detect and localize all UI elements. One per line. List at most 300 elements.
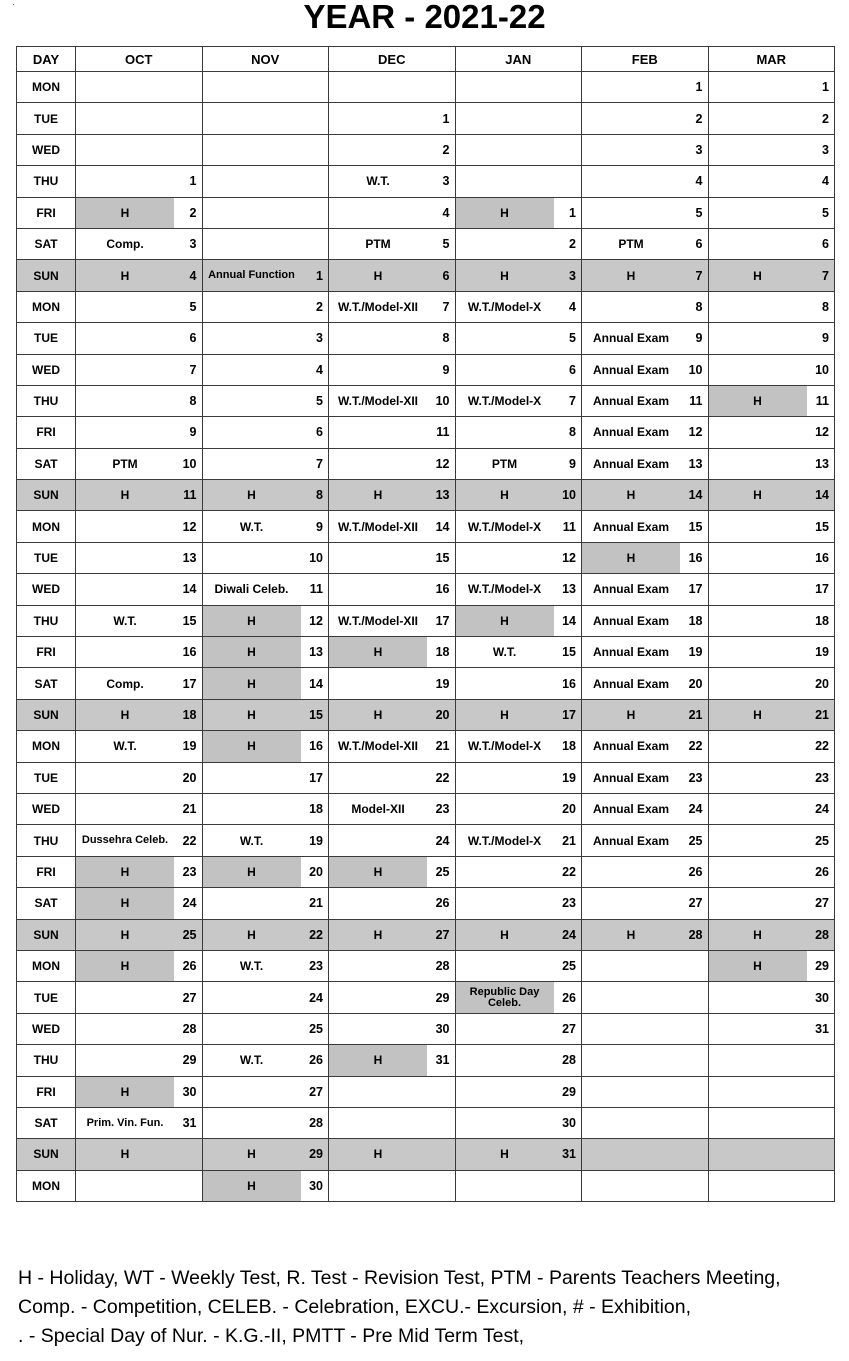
date-cell bbox=[76, 134, 203, 165]
date-number: 26 bbox=[182, 959, 197, 974]
date-number: 11 bbox=[815, 394, 829, 409]
date-number: 23 bbox=[309, 959, 323, 974]
date-cell bbox=[202, 605, 329, 636]
date-number: 6 bbox=[189, 331, 197, 346]
date-cell bbox=[329, 1139, 456, 1170]
date-number: 11 bbox=[309, 582, 323, 597]
date-number: 24 bbox=[815, 802, 829, 817]
event-label: Annual Exam bbox=[592, 645, 670, 660]
date-cell bbox=[708, 1107, 835, 1138]
date-number: 9 bbox=[695, 331, 703, 346]
date-cell bbox=[329, 888, 456, 919]
event-label bbox=[582, 951, 680, 981]
event-label: Annual Exam bbox=[592, 739, 670, 754]
event-label bbox=[709, 763, 807, 793]
event-label bbox=[582, 1139, 680, 1169]
date-cell bbox=[708, 134, 835, 165]
date-number: 14 bbox=[688, 488, 703, 503]
date-number: 25 bbox=[688, 833, 703, 848]
date-number: 17 bbox=[562, 708, 576, 722]
event-label bbox=[329, 103, 427, 133]
holiday-marker: H bbox=[76, 888, 174, 918]
date-number: 17 bbox=[815, 582, 829, 597]
event-label bbox=[203, 763, 301, 793]
event-label bbox=[709, 1139, 807, 1169]
holiday-marker: H bbox=[626, 268, 636, 283]
date-number: 18 bbox=[562, 739, 576, 754]
date-cell bbox=[582, 166, 709, 197]
date-number: 4 bbox=[189, 268, 197, 283]
date-number: 10 bbox=[815, 362, 829, 377]
date-number bbox=[174, 103, 202, 133]
date-cell bbox=[329, 480, 456, 511]
day-label: THU bbox=[17, 1045, 76, 1076]
header-month: DEC bbox=[329, 47, 456, 72]
date-cell bbox=[76, 260, 203, 291]
holiday-marker: H bbox=[120, 708, 130, 722]
event-label bbox=[709, 857, 807, 887]
date-cell bbox=[329, 793, 456, 824]
calendar-row bbox=[17, 72, 835, 103]
date-cell bbox=[708, 1139, 835, 1170]
date-number bbox=[301, 135, 329, 165]
calendar-row bbox=[17, 417, 835, 448]
event-label: W.T. bbox=[366, 174, 390, 189]
corner-mark: · bbox=[12, 0, 15, 9]
date-cell bbox=[202, 699, 329, 730]
date-number: 16 bbox=[562, 676, 576, 691]
event-label: Annual Exam bbox=[592, 456, 670, 471]
header-month: NOV bbox=[202, 47, 329, 72]
date-cell bbox=[455, 542, 582, 573]
date-number: 20 bbox=[182, 770, 197, 785]
date-number: 27 bbox=[182, 990, 197, 1005]
date-cell bbox=[76, 793, 203, 824]
event-label bbox=[582, 135, 680, 165]
event-label bbox=[456, 794, 554, 824]
event-label bbox=[329, 574, 427, 604]
date-cell bbox=[76, 856, 203, 887]
date-cell bbox=[76, 511, 203, 542]
date-cell bbox=[582, 637, 709, 668]
date-cell bbox=[202, 950, 329, 981]
event-label bbox=[582, 1077, 680, 1107]
event-label bbox=[456, 543, 554, 573]
date-number: 2 bbox=[316, 299, 323, 314]
date-cell bbox=[582, 1045, 709, 1076]
date-number: 28 bbox=[309, 1116, 323, 1131]
event-label bbox=[709, 1108, 807, 1138]
event-label bbox=[203, 417, 301, 447]
date-number bbox=[301, 229, 329, 259]
date-number: 29 bbox=[815, 959, 829, 974]
date-cell bbox=[329, 72, 456, 103]
date-number: 30 bbox=[182, 1084, 197, 1099]
date-number: 24 bbox=[182, 896, 197, 911]
day-label: THU bbox=[17, 385, 76, 416]
date-number bbox=[301, 103, 329, 133]
date-cell bbox=[582, 385, 709, 416]
day-label: THU bbox=[17, 825, 76, 856]
date-cell bbox=[202, 166, 329, 197]
event-label: Annual Exam bbox=[592, 331, 670, 346]
date-cell bbox=[455, 291, 582, 322]
date-number: 10 bbox=[688, 362, 703, 377]
event-label bbox=[76, 763, 174, 793]
day-label: WED bbox=[17, 1013, 76, 1044]
date-cell bbox=[329, 134, 456, 165]
date-cell bbox=[455, 668, 582, 699]
event-label: Comp. bbox=[106, 237, 144, 252]
header-month: JAN bbox=[455, 47, 582, 72]
date-number: 4 bbox=[316, 362, 323, 377]
date-number: 30 bbox=[435, 1021, 450, 1036]
date-cell bbox=[455, 1045, 582, 1076]
date-cell bbox=[329, 950, 456, 981]
date-cell bbox=[202, 417, 329, 448]
event-label: W.T./Model-X bbox=[467, 299, 542, 314]
date-number bbox=[554, 166, 582, 196]
calendar-row bbox=[17, 1045, 835, 1076]
date-cell bbox=[708, 103, 835, 134]
date-number: 31 bbox=[815, 1021, 829, 1036]
date-number: 18 bbox=[688, 613, 703, 628]
date-number: 7 bbox=[442, 299, 450, 314]
event-label bbox=[456, 763, 554, 793]
date-cell bbox=[582, 1139, 709, 1170]
date-cell bbox=[708, 825, 835, 856]
date-cell bbox=[582, 856, 709, 887]
event-label bbox=[203, 888, 301, 918]
date-number: 16 bbox=[182, 645, 197, 660]
holiday-marker: H bbox=[120, 1147, 130, 1162]
event-label bbox=[203, 1014, 301, 1044]
date-number: 18 bbox=[815, 613, 829, 628]
date-number: 24 bbox=[562, 927, 576, 942]
header-row bbox=[17, 47, 835, 72]
date-cell bbox=[455, 793, 582, 824]
event-label bbox=[203, 1077, 301, 1107]
date-cell bbox=[455, 72, 582, 103]
date-number bbox=[554, 103, 582, 133]
date-number: 12 bbox=[688, 425, 703, 440]
date-number: 21 bbox=[309, 896, 323, 911]
date-number: 21 bbox=[562, 833, 576, 848]
date-cell bbox=[76, 731, 203, 762]
date-cell bbox=[76, 354, 203, 385]
calendar-row bbox=[17, 385, 835, 416]
event-label bbox=[709, 1045, 807, 1075]
event-label bbox=[456, 1171, 554, 1201]
date-number: 30 bbox=[815, 990, 829, 1005]
day-label: SUN bbox=[17, 260, 76, 291]
date-cell bbox=[329, 511, 456, 542]
event-label: Annual Exam bbox=[592, 613, 670, 628]
date-cell bbox=[329, 323, 456, 354]
event-label bbox=[456, 229, 554, 259]
event-label: Annual Exam bbox=[592, 676, 670, 691]
day-label: FRI bbox=[17, 417, 76, 448]
day-label: SAT bbox=[17, 228, 76, 259]
event-label: W.T. bbox=[239, 1053, 264, 1068]
date-cell bbox=[455, 699, 582, 730]
date-number: 1 bbox=[695, 80, 703, 95]
date-cell bbox=[582, 511, 709, 542]
event-label bbox=[582, 72, 680, 102]
date-number: 8 bbox=[569, 425, 576, 440]
holiday-marker: H bbox=[582, 543, 680, 573]
date-number bbox=[554, 1171, 582, 1201]
event-label bbox=[456, 417, 554, 447]
event-label: W.T. bbox=[239, 519, 264, 534]
date-number: 3 bbox=[822, 142, 829, 157]
date-cell bbox=[202, 354, 329, 385]
date-cell bbox=[455, 731, 582, 762]
calendar-row bbox=[17, 291, 835, 322]
event-label bbox=[709, 1077, 807, 1107]
date-number: 16 bbox=[435, 582, 450, 597]
date-number: 15 bbox=[182, 613, 197, 628]
date-cell bbox=[76, 1045, 203, 1076]
date-number: 27 bbox=[815, 896, 829, 911]
legend-line: . - Special Day of Nur. - K.G.-II, PMTT - Pre Mid Term Test, bbox=[18, 1325, 525, 1347]
date-number: 1 bbox=[442, 111, 450, 126]
date-number bbox=[807, 1139, 835, 1169]
date-cell bbox=[329, 1045, 456, 1076]
date-number: 22 bbox=[182, 833, 197, 848]
date-number: 11 bbox=[562, 519, 576, 534]
event-label bbox=[709, 135, 807, 165]
date-number: 9 bbox=[316, 519, 323, 534]
day-label: SAT bbox=[17, 888, 76, 919]
date-number: 16 bbox=[688, 551, 703, 566]
date-cell bbox=[329, 574, 456, 605]
date-cell bbox=[76, 1170, 203, 1201]
event-label bbox=[329, 355, 427, 385]
event-label bbox=[582, 103, 680, 133]
date-cell bbox=[455, 574, 582, 605]
calendar-row bbox=[17, 228, 835, 259]
date-number: 7 bbox=[822, 268, 829, 283]
calendar-row bbox=[17, 762, 835, 793]
date-cell bbox=[329, 1013, 456, 1044]
event-label: Diwali Celeb. bbox=[214, 582, 289, 597]
date-cell bbox=[582, 323, 709, 354]
event-label bbox=[709, 606, 807, 636]
date-number: 12 bbox=[309, 613, 323, 628]
date-cell bbox=[708, 448, 835, 479]
date-cell bbox=[708, 228, 835, 259]
event-label bbox=[76, 323, 174, 353]
date-number: 4 bbox=[569, 299, 576, 314]
date-cell bbox=[76, 1013, 203, 1044]
header-month: OCT bbox=[76, 47, 203, 72]
date-number: 2 bbox=[442, 142, 450, 157]
date-cell bbox=[708, 605, 835, 636]
calendar-row bbox=[17, 668, 835, 699]
date-number: 17 bbox=[309, 770, 323, 785]
date-number: 3 bbox=[569, 268, 576, 283]
day-label: SAT bbox=[17, 448, 76, 479]
day-label: TUE bbox=[17, 982, 76, 1013]
date-number: 26 bbox=[688, 864, 703, 879]
event-label bbox=[709, 1171, 807, 1201]
event-label bbox=[203, 229, 301, 259]
calendar-row bbox=[17, 574, 835, 605]
event-label bbox=[329, 1108, 427, 1138]
date-number: 26 bbox=[562, 990, 576, 1005]
date-number: 15 bbox=[562, 645, 576, 660]
date-number bbox=[680, 1108, 708, 1138]
date-cell bbox=[329, 291, 456, 322]
date-number: 25 bbox=[562, 959, 576, 974]
date-cell bbox=[202, 731, 329, 762]
date-cell bbox=[455, 919, 582, 950]
calendar-row bbox=[17, 1107, 835, 1138]
calendar-table bbox=[16, 46, 835, 1202]
date-cell bbox=[202, 793, 329, 824]
date-number: 9 bbox=[189, 425, 197, 440]
date-number: 29 bbox=[182, 1053, 197, 1068]
event-label bbox=[709, 72, 807, 102]
date-number: 5 bbox=[695, 205, 703, 220]
calendar-row bbox=[17, 856, 835, 887]
date-number: 13 bbox=[562, 582, 576, 597]
date-cell bbox=[329, 385, 456, 416]
holiday-marker: H bbox=[76, 951, 174, 981]
date-cell bbox=[582, 228, 709, 259]
date-cell bbox=[329, 856, 456, 887]
date-cell bbox=[202, 134, 329, 165]
event-label: W.T. bbox=[113, 739, 137, 754]
date-number bbox=[174, 135, 202, 165]
event-label bbox=[709, 668, 807, 698]
date-cell bbox=[708, 291, 835, 322]
event-label bbox=[329, 1171, 427, 1201]
event-label bbox=[76, 511, 174, 541]
day-label: WED bbox=[17, 793, 76, 824]
day-label: MON bbox=[17, 511, 76, 542]
date-cell bbox=[708, 574, 835, 605]
event-label: Dussehra Celeb. bbox=[81, 834, 169, 847]
event-label bbox=[582, 166, 680, 196]
event-label bbox=[203, 386, 301, 416]
date-number bbox=[427, 1077, 455, 1107]
date-cell bbox=[708, 197, 835, 228]
event-label bbox=[76, 417, 174, 447]
date-number: 25 bbox=[309, 1021, 323, 1036]
event-label: W.T./Model-XII bbox=[338, 519, 418, 534]
day-label: MON bbox=[17, 731, 76, 762]
event-label bbox=[709, 731, 807, 761]
event-label bbox=[203, 135, 301, 165]
calendar-row bbox=[17, 323, 835, 354]
date-number bbox=[301, 72, 329, 102]
holiday-marker: H bbox=[709, 386, 807, 416]
event-label: Annual Exam bbox=[592, 362, 670, 377]
date-cell bbox=[76, 1076, 203, 1107]
event-label bbox=[709, 292, 807, 322]
date-cell bbox=[329, 166, 456, 197]
event-label: PTM bbox=[618, 237, 644, 252]
event-label bbox=[76, 574, 174, 604]
event-label bbox=[203, 323, 301, 353]
date-number: 5 bbox=[822, 205, 829, 220]
calendar-row bbox=[17, 1013, 835, 1044]
date-number: 15 bbox=[435, 551, 450, 566]
date-number: 25 bbox=[182, 927, 197, 942]
date-cell bbox=[202, 291, 329, 322]
date-number: 3 bbox=[695, 142, 703, 157]
event-label: Comp. bbox=[106, 676, 144, 691]
date-cell bbox=[76, 888, 203, 919]
event-label bbox=[456, 1014, 554, 1044]
date-number: 22 bbox=[309, 927, 323, 942]
holiday-marker: H bbox=[500, 268, 509, 283]
date-cell bbox=[582, 260, 709, 291]
date-cell bbox=[202, 197, 329, 228]
date-number: 19 bbox=[182, 739, 197, 754]
event-label bbox=[329, 417, 427, 447]
date-number bbox=[807, 1077, 835, 1107]
legend-line: Comp. - Competition, CELEB. - Celebration, EXCU.- Excursion, # - Exhibition, bbox=[18, 1296, 692, 1318]
event-label bbox=[456, 135, 554, 165]
holiday-marker: H bbox=[247, 708, 256, 722]
date-cell bbox=[76, 919, 203, 950]
date-number bbox=[680, 1077, 708, 1107]
event-label bbox=[76, 292, 174, 322]
holiday-marker: H bbox=[120, 488, 130, 503]
date-number: 21 bbox=[182, 802, 197, 817]
date-number: 24 bbox=[688, 802, 703, 817]
date-cell bbox=[708, 542, 835, 573]
date-number: 23 bbox=[435, 802, 450, 817]
event-label bbox=[709, 166, 807, 196]
event-label bbox=[203, 982, 301, 1012]
event-label: Prim. Vin. Fun. bbox=[86, 1116, 164, 1129]
event-label: Annual Exam bbox=[592, 582, 670, 597]
date-cell bbox=[76, 72, 203, 103]
holiday-marker: H bbox=[203, 668, 301, 698]
date-number: 14 bbox=[182, 582, 197, 597]
date-cell bbox=[76, 668, 203, 699]
event-label bbox=[203, 794, 301, 824]
date-cell bbox=[76, 542, 203, 573]
calendar-row bbox=[17, 699, 835, 730]
event-label bbox=[582, 292, 680, 322]
date-number: 2 bbox=[822, 111, 829, 126]
event-label bbox=[582, 982, 680, 1012]
date-cell bbox=[329, 1107, 456, 1138]
date-cell bbox=[582, 354, 709, 385]
date-number: 15 bbox=[309, 708, 323, 722]
calendar-row bbox=[17, 605, 835, 636]
calendar-row bbox=[17, 793, 835, 824]
event-label bbox=[709, 574, 807, 604]
holiday-marker: H bbox=[203, 637, 301, 667]
date-cell bbox=[202, 448, 329, 479]
date-cell bbox=[455, 166, 582, 197]
date-number: 23 bbox=[182, 864, 197, 879]
date-cell bbox=[329, 731, 456, 762]
date-number: 17 bbox=[435, 613, 450, 628]
date-cell bbox=[708, 793, 835, 824]
date-cell bbox=[329, 197, 456, 228]
date-number: 15 bbox=[815, 519, 829, 534]
date-cell bbox=[455, 511, 582, 542]
date-cell bbox=[455, 197, 582, 228]
event-label bbox=[76, 1171, 174, 1201]
